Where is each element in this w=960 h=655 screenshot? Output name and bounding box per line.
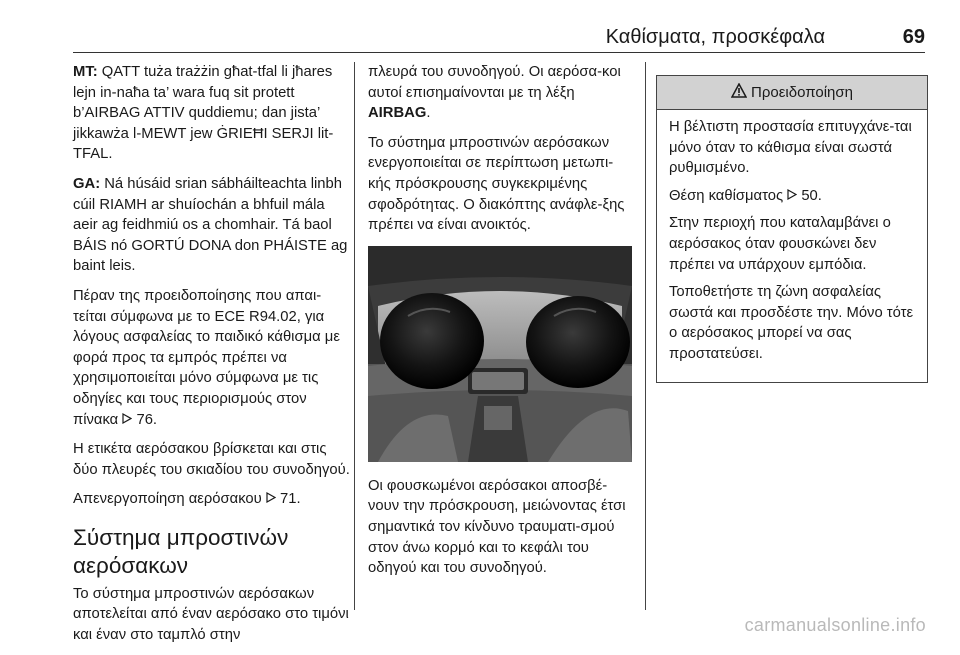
irish-warning bbox=[73, 174, 351, 277]
ga-label: GA: bbox=[73, 175, 101, 192]
warning-triangle-icon bbox=[731, 83, 747, 102]
paragraph bbox=[73, 489, 351, 510]
paragraph bbox=[368, 62, 632, 124]
warning-paragraph: Τοποθετήστε τη ζώνη ασφαλείας σωστά και προσδέστε την. Μόνο τότε ο αερόσακος μπορεί να σας προστατεύσει. bbox=[669, 284, 914, 362]
para-text: Θέση καθίσματος bbox=[669, 187, 784, 204]
column-divider bbox=[354, 62, 355, 610]
warning-paragraph: Η βέλτιστη προστασία επιτυγχάνε-ται μόνο όταν το κάθισμα είναι σωστά ρυθμισμένο. bbox=[669, 119, 912, 177]
airbag-illustration-svg bbox=[368, 246, 632, 462]
reference-triangle-icon bbox=[122, 412, 132, 428]
paragraph: Το σύστημα μπροστινών αερόσακων αποτελείται από έναν αερόσακο στο τιμόνι και έναν στο ταμπλό στην bbox=[73, 585, 349, 644]
warning-body bbox=[657, 110, 927, 382]
column-middle bbox=[368, 62, 632, 588]
header-rule bbox=[73, 52, 925, 53]
ga-text: Ná húsáid srian sábháilteachta linbh cúil RIAMH ar shuíochán a bhfuil mála aeir ag feidhmiú os a chomhair. Tá baol BÁIS nó GORTÚ DONA don PHÁISTE ag baint leis. bbox=[73, 175, 348, 275]
airbag-illustration bbox=[368, 246, 632, 462]
figure-caption: Οι φουσκωμένοι αερόσακοι αποσβέ-νουν την πρόσκρουση, μειώνοντας έτσι σημαντικά τον κίνδυνο τραυματι-σμού στον άνω κορμό και το κεφάλι του οδηγού και του συνοδηγού. bbox=[368, 477, 626, 577]
running-title: Καθίσματα, προσκέφαλα bbox=[605, 26, 825, 48]
airbag-word: AIRBAG bbox=[368, 105, 427, 122]
page-number: 69 bbox=[902, 26, 925, 48]
para-text: Απενεργοποίηση αερόσακου bbox=[73, 491, 262, 508]
maltese-warning bbox=[73, 62, 351, 165]
warning-paragraph bbox=[669, 186, 917, 207]
page-link[interactable]: 71. bbox=[275, 491, 301, 508]
mt-label: MT: bbox=[73, 64, 98, 80]
page-link[interactable]: 76. bbox=[132, 411, 158, 428]
warning-box bbox=[656, 75, 928, 383]
para-end: . bbox=[426, 105, 431, 122]
page-header bbox=[73, 26, 925, 52]
para-text: Πέραν της προειδοποίησης που απαι-τείται σύμφωνα με το ECE R94.02, για λόγους ασφαλείας το παιδικό κάθισμα με φορά προς τα εμπρός πρέπει να χρησιμοποιείται μόνο σύμφωνα με τις οδηγίες και τους περιορισμούς στον πίνακα bbox=[73, 287, 340, 428]
reference-triangle-icon bbox=[787, 188, 797, 204]
column-divider bbox=[645, 62, 646, 610]
section-heading: Σύστημα μπροστινών αερόσακων bbox=[73, 524, 289, 578]
warning-header bbox=[657, 76, 927, 110]
page-link[interactable]: 50. bbox=[797, 187, 822, 204]
column-left bbox=[73, 62, 351, 655]
reference-triangle-icon bbox=[266, 491, 276, 507]
mt-text: QATT tuża trażżin għat-tfal li jħares lejn in-naħa ta’ wara fuq sit protett b’AIRBAG ATTIV quddiemu; dan jista’ jikkawża l-MEWT jew ĠRIEĦI SERJI lit-TFAL. bbox=[73, 64, 334, 163]
para-text: πλευρά του συνοδηγού. Οι αερόσα-κοι αυτοί επισημαίνονται με τη λέξη bbox=[368, 64, 621, 101]
watermark: carmanualsonline.info bbox=[744, 615, 926, 635]
paragraph: Η ετικέτα αερόσακου βρίσκεται και στις δύο πλευρές του σκιαδίου του συνοδηγού. bbox=[73, 441, 350, 478]
warning-paragraph: Στην περιοχή που καταλαμβάνει ο αερόσακος όταν φουσκώνει δεν πρέπει να υπάρχουν εμπόδια. bbox=[669, 215, 891, 273]
warning-title: Προειδοποίηση bbox=[751, 84, 853, 101]
paragraph: Το σύστημα μπροστινών αερόσακων ενεργοποιείται σε περίπτωση μετωπι-κής πρόσκρουσης συγκεκριμένης σφοδρότητας. Ο διακόπτης ανάφλε-ξης πρέπει να είναι ανοικτός. bbox=[368, 134, 625, 234]
paragraph bbox=[73, 286, 351, 430]
